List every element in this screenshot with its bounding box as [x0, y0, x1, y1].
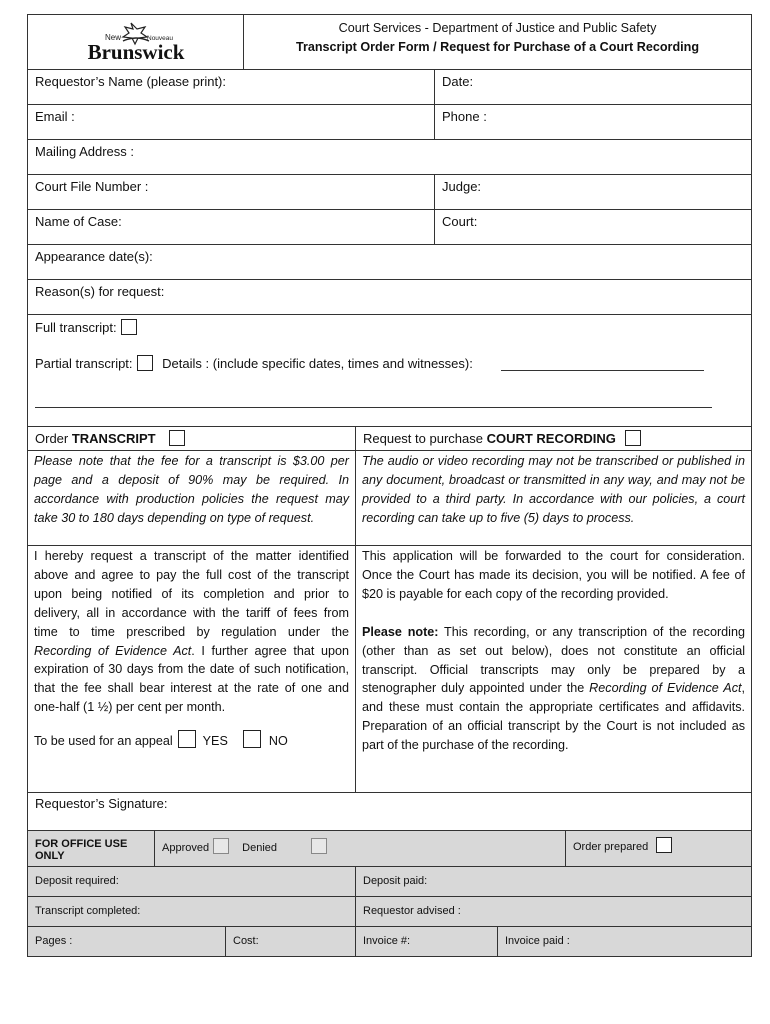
- transcript-order-form: [27, 14, 752, 957]
- invoice-number-label: Invoice #:: [363, 935, 411, 947]
- invoice-paid-field[interactable]: [498, 927, 751, 956]
- invoice-number-field[interactable]: [356, 927, 497, 956]
- requestor-name-label: Requestor’s Name (please print):: [35, 74, 226, 89]
- signature-label: Requestor’s Signature:: [35, 796, 168, 811]
- date-field[interactable]: [435, 70, 751, 104]
- form-title: Transcript Order Form / Request for Purchase of a Court Recording: [295, 40, 700, 54]
- full-transcript-label: Full transcript:: [35, 320, 117, 335]
- logo: [28, 15, 243, 69]
- order-transcript-prefix: Order: [35, 431, 72, 446]
- court-file-number-label: Court File Number :: [35, 179, 149, 194]
- recording-please-note: [362, 623, 745, 755]
- form-header: [27, 14, 752, 70]
- agreement-text-2: . I further agree that upon expiration of 30 days from the date of such notification, that the fee shall bear interest at the rate of one and one-half (1 ½) per cent per month.: [34, 643, 349, 715]
- order-recording-bold: COURT RECORDING: [486, 431, 616, 446]
- denied-checkbox[interactable]: [311, 838, 327, 854]
- approval-cell: [155, 831, 565, 866]
- invoice-paid-label: Invoice paid :: [505, 935, 570, 947]
- transcript-type-section: [27, 315, 752, 427]
- partial-transcript-label: Partial transcript:: [35, 356, 133, 371]
- agreement-act-name: Recording of Evidence Act: [34, 643, 192, 658]
- mailing-address-label: Mailing Address :: [35, 144, 134, 159]
- transcript-completed-label: Transcript completed:: [35, 905, 141, 917]
- order-recording-header: [356, 427, 751, 450]
- name-of-case-field[interactable]: [28, 210, 434, 244]
- appeal-no-label: NO: [268, 734, 288, 749]
- please-note-act-name: Recording of Evidence Act: [589, 681, 742, 696]
- cost-label: Cost:: [233, 935, 259, 947]
- order-transcript-header: [28, 427, 355, 450]
- details-input-line[interactable]: [501, 370, 704, 371]
- logo-new-text: New: [104, 33, 121, 42]
- court-field[interactable]: [435, 210, 751, 244]
- order-transcript-bold: TRANSCRIPT: [71, 431, 156, 446]
- recording-terms: [356, 546, 751, 792]
- recording-terms-text: This application will be forwarded to the court for consideration. Once the Court has made its decision, you will be notified. A fee of $20 is payable for each copy of the recording provided.: [362, 549, 745, 601]
- appeal-row: [34, 730, 349, 751]
- judge-label: Judge:: [442, 179, 482, 194]
- new-brunswick-logo: [71, 19, 201, 67]
- pages-field[interactable]: [28, 927, 225, 956]
- appeal-label: To be used for an appeal: [34, 734, 173, 749]
- order-transcript-checkbox[interactable]: [169, 430, 185, 446]
- order-prepared-label: Order prepared: [573, 841, 649, 853]
- name-of-case-label: Name of Case:: [35, 214, 122, 229]
- email-label: Email :: [35, 109, 75, 124]
- deposit-paid-label: Deposit paid:: [363, 875, 428, 887]
- order-prepared-cell: [566, 831, 751, 866]
- transcript-fee-note: Please note that the fee for a transcript is $3.00 per page and a deposit of 90% may be required. In accordance with production policies the request may take 30 to 180 days depending on type of request.: [34, 454, 349, 525]
- recording-note: The audio or video recording may not be transcribed or published in any document, broadcast or transmitted in any way, and may not be provided to a third party. In accordance with our policies, a court recording can take up to five (5) days to process.: [362, 454, 745, 525]
- appearance-dates-label: Appearance date(s):: [35, 249, 153, 264]
- phone-label: Phone :: [442, 109, 487, 124]
- agreement-text-1: I hereby request a transcript of the matter identified above and agree to pay the full cost of the transcript upon being notified of its completion and prior to delivery, all in accordance with the tariff of fees from time to time prescribed by regulation under the: [34, 549, 349, 639]
- email-field[interactable]: [28, 105, 434, 139]
- reasons-field[interactable]: [28, 280, 751, 314]
- order-prepared-checkbox[interactable]: [656, 837, 672, 853]
- order-recording-prefix: Request to purchase: [363, 431, 487, 446]
- office-use-title: FOR OFFICE USE ONLY: [35, 838, 128, 862]
- order-recording-checkbox[interactable]: [625, 430, 641, 446]
- reasons-label: Reason(s) for request:: [35, 284, 165, 299]
- appeal-yes-label: YES: [202, 734, 228, 749]
- deposit-required-field[interactable]: [28, 867, 355, 896]
- mailing-address-field[interactable]: [28, 140, 751, 174]
- details-input-line-2[interactable]: [35, 407, 712, 408]
- transcript-completed-field[interactable]: [28, 897, 355, 926]
- appeal-no-checkbox[interactable]: [243, 730, 261, 748]
- logo-wordmark: Brunswick: [87, 40, 184, 64]
- appeal-yes-checkbox[interactable]: [178, 730, 196, 748]
- full-transcript-checkbox[interactable]: [121, 319, 137, 335]
- department-title: Court Services - Department of Justice and Public Safety: [338, 21, 657, 35]
- please-note-text-2: , and these must contain the appropriate certificates and affidavits. Preparation of an official transcript by the Court is not included as part of the purchase of the recording.: [362, 681, 745, 753]
- pages-label: Pages :: [35, 935, 73, 947]
- requestor-advised-label: Requestor advised :: [363, 905, 461, 917]
- header-title-block: [244, 15, 751, 69]
- court-label: Court:: [442, 214, 478, 229]
- phone-field[interactable]: [435, 105, 751, 139]
- partial-transcript-checkbox[interactable]: [137, 355, 153, 371]
- deposit-paid-field[interactable]: [356, 867, 751, 896]
- approved-checkbox[interactable]: [213, 838, 229, 854]
- court-file-number-field[interactable]: [28, 175, 434, 209]
- office-use-header-row: [27, 831, 752, 867]
- please-note-text-1: This recording, or any transcription of the recording (other than as set out below), does not constitute an official transcript. Official transcripts may only be prepared by a stenographer duly appointed under the: [362, 624, 745, 696]
- approved-label: Approved: [162, 842, 210, 854]
- judge-field[interactable]: [435, 175, 751, 209]
- deposit-required-label: Deposit required:: [35, 875, 119, 887]
- denied-label: Denied: [242, 842, 278, 854]
- please-note-bold: Please note:: [362, 624, 439, 639]
- date-label: Date:: [442, 74, 474, 89]
- requestor-signature-field[interactable]: [28, 793, 751, 830]
- requestor-advised-field[interactable]: [356, 897, 751, 926]
- transcript-agreement: [28, 546, 355, 792]
- details-label: Details : (include specific dates, times and witnesses):: [162, 356, 473, 371]
- appearance-dates-field[interactable]: [28, 245, 751, 279]
- requestor-name-field[interactable]: [28, 70, 434, 104]
- cost-field[interactable]: [226, 927, 355, 956]
- logo-nouveau-text: Nouveau: [146, 35, 173, 42]
